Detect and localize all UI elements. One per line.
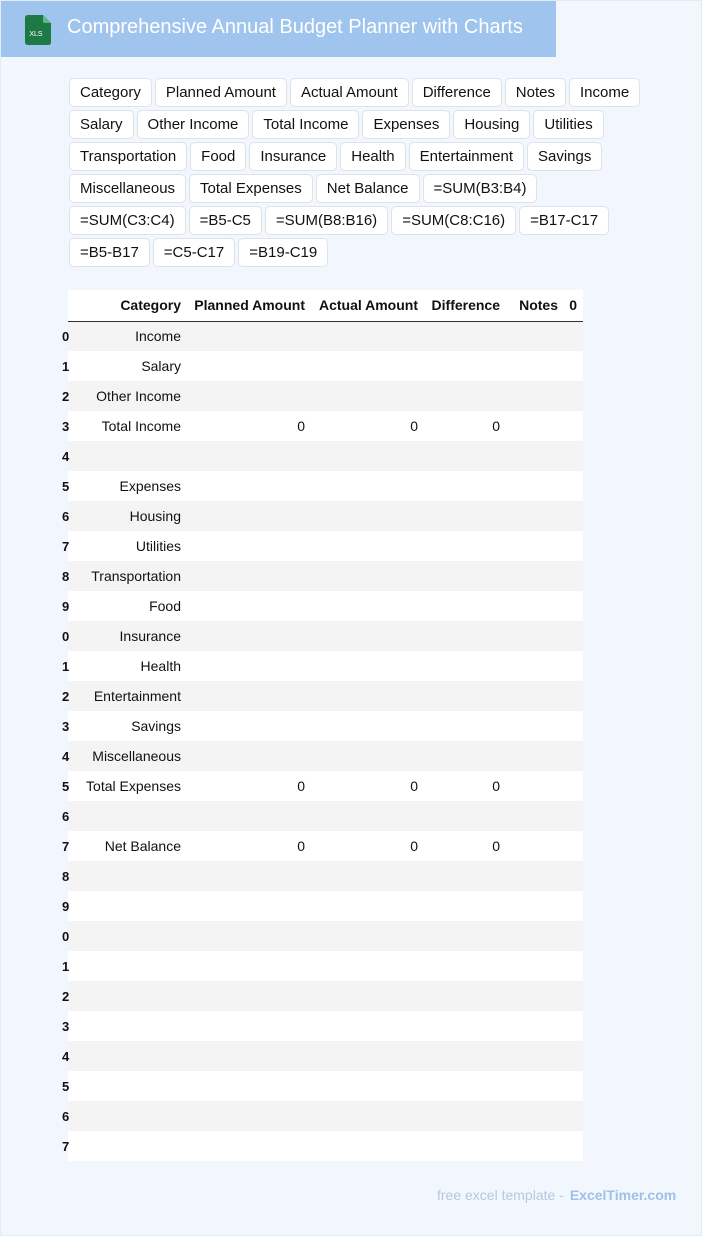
table-cell: [424, 621, 506, 651]
table-cell: [187, 711, 311, 741]
table-cell: [564, 501, 583, 531]
table-cell: [424, 951, 506, 981]
row-index: 2: [68, 981, 86, 1011]
table-cell: [187, 651, 311, 681]
row-index: 1: [68, 351, 86, 381]
table-cell: [564, 471, 583, 501]
chip-item[interactable]: Insurance: [249, 142, 337, 171]
chip-item[interactable]: Entertainment: [409, 142, 524, 171]
table-cell: [311, 591, 424, 621]
chip-item[interactable]: Notes: [505, 78, 566, 107]
chip-item[interactable]: Miscellaneous: [69, 174, 186, 203]
table-cell: [424, 921, 506, 951]
table-cell: [506, 621, 564, 651]
table-cell: [86, 951, 187, 981]
table-cell: [506, 801, 564, 831]
row-index: 3: [68, 711, 86, 741]
table-cell: [424, 321, 506, 351]
table-cell: [506, 651, 564, 681]
table-cell: [311, 951, 424, 981]
table-cell: [311, 471, 424, 501]
table-cell: [506, 591, 564, 621]
table-cell: [506, 951, 564, 981]
table-cell: [311, 621, 424, 651]
row-index: 5: [68, 771, 86, 801]
table-cell: [424, 441, 506, 471]
table-cell: [564, 891, 583, 921]
table-cell: [564, 861, 583, 891]
table-cell: [424, 741, 506, 771]
table-body: [62, 321, 583, 1161]
chip-item[interactable]: =B5-C5: [189, 206, 262, 235]
table-cell: [424, 981, 506, 1011]
table-cell: [506, 381, 564, 411]
table-cell: [564, 1071, 583, 1101]
table-cell: [564, 321, 583, 351]
table-cell: [311, 681, 424, 711]
table-cell: [506, 411, 564, 441]
table-row: [68, 1131, 583, 1161]
table-cell: [564, 1131, 583, 1161]
table-cell: [86, 801, 187, 831]
table-cell: [424, 561, 506, 591]
data-table-container: [62, 290, 583, 1161]
table-cell: [424, 1131, 506, 1161]
chip-item[interactable]: Health: [340, 142, 405, 171]
xls-icon-label: XLS: [29, 31, 43, 38]
chip-item[interactable]: =SUM(B8:B16): [265, 206, 388, 235]
table-cell: [86, 921, 187, 951]
table-cell: [187, 741, 311, 771]
column-header: Notes: [506, 290, 564, 321]
row-index: 6: [68, 501, 86, 531]
table-cell: Food: [86, 591, 187, 621]
header-bar: [1, 1, 556, 57]
table-cell: [506, 531, 564, 561]
chip-item[interactable]: =C5-C17: [153, 238, 235, 267]
table-cell: [311, 351, 424, 381]
table-cell: Miscellaneous: [86, 741, 187, 771]
table-cell: [86, 891, 187, 921]
table-row: [68, 951, 583, 981]
table-cell: [187, 561, 311, 591]
table-cell: 0: [311, 411, 424, 441]
table-cell: 0: [424, 411, 506, 441]
table-cell: Savings: [86, 711, 187, 741]
chip-item[interactable]: Other Income: [137, 110, 250, 139]
table-cell: [311, 1101, 424, 1131]
chip-item[interactable]: =SUM(C8:C16): [391, 206, 516, 235]
row-index: 7: [68, 531, 86, 561]
chip-item[interactable]: Total Income: [252, 110, 359, 139]
table-cell: 0: [187, 831, 311, 861]
table-cell: [564, 831, 583, 861]
chip-item[interactable]: =B17-C17: [519, 206, 609, 235]
row-index: 9: [68, 591, 86, 621]
table-row: [68, 921, 583, 951]
table-row: [68, 1101, 583, 1131]
column-header: [68, 290, 86, 321]
table-cell: Expenses: [86, 471, 187, 501]
table-cell: Other Income: [86, 381, 187, 411]
table-cell: [506, 741, 564, 771]
table-cell: 0: [311, 831, 424, 861]
table-cell: 0: [311, 771, 424, 801]
row-index: 6: [68, 801, 86, 831]
table-row: [68, 711, 583, 741]
table-cell: [564, 1041, 583, 1071]
column-chips: [69, 78, 649, 267]
table-row: [68, 411, 583, 441]
footer-brand-link[interactable]: ExcelTimer.com: [569, 1187, 677, 1203]
table-row: [68, 981, 583, 1011]
table-cell: [564, 681, 583, 711]
table-cell: [311, 891, 424, 921]
chip-item[interactable]: Salary: [69, 110, 134, 139]
column-header: Planned Amount: [187, 290, 311, 321]
table-cell: [311, 981, 424, 1011]
table-row: [68, 831, 583, 861]
table-row: [68, 471, 583, 501]
table-cell: [311, 711, 424, 741]
table-cell: Salary: [86, 351, 187, 381]
table-cell: [564, 1101, 583, 1131]
table-cell: [187, 1101, 311, 1131]
table-cell: Transportation: [86, 561, 187, 591]
table-cell: [424, 801, 506, 831]
table-cell: [187, 801, 311, 831]
table-cell: [424, 711, 506, 741]
page-title: Comprehensive Annual Budget Planner with Charts: [67, 16, 523, 38]
table-cell: [187, 531, 311, 561]
footer: [437, 1187, 676, 1203]
table-cell: [564, 651, 583, 681]
chip-item[interactable]: =SUM(C3:C4): [69, 206, 186, 235]
row-index: 5: [68, 1071, 86, 1101]
table-cell: [564, 531, 583, 561]
table-row: [68, 381, 583, 411]
table-cell: Total Expenses: [86, 771, 187, 801]
table-cell: 0: [187, 411, 311, 441]
column-header: 0: [564, 290, 583, 321]
table-cell: [311, 1071, 424, 1101]
table-cell: [506, 681, 564, 711]
table-cell: [506, 891, 564, 921]
table-cell: [86, 1041, 187, 1071]
table-cell: [311, 441, 424, 471]
table-cell: [86, 861, 187, 891]
table-row: [68, 681, 583, 711]
table-cell: [424, 591, 506, 621]
table-cell: [506, 861, 564, 891]
footer-text: free excel template -: [437, 1187, 564, 1203]
row-index: 9: [68, 891, 86, 921]
table-cell: [506, 441, 564, 471]
row-index: 1: [68, 951, 86, 981]
table-cell: Housing: [86, 501, 187, 531]
table-row: [68, 561, 583, 591]
table-cell: [564, 621, 583, 651]
row-index: 6: [68, 1101, 86, 1131]
table-cell: [564, 741, 583, 771]
table-cell: [564, 441, 583, 471]
budget-table: [62, 290, 583, 1161]
row-index: 8: [68, 861, 86, 891]
row-index: 3: [68, 1011, 86, 1041]
table-cell: [86, 1011, 187, 1041]
table-cell: [506, 1011, 564, 1041]
row-index: 0: [68, 921, 86, 951]
table-cell: [187, 321, 311, 351]
column-header: Category: [86, 290, 187, 321]
table-cell: [564, 951, 583, 981]
table-cell: [311, 1041, 424, 1071]
table-cell: 0: [424, 771, 506, 801]
table-row: [68, 1011, 583, 1041]
table-cell: [187, 891, 311, 921]
table-cell: [187, 921, 311, 951]
table-row: [68, 651, 583, 681]
chip-item[interactable]: Actual Amount: [290, 78, 409, 107]
chip-item[interactable]: Difference: [412, 78, 502, 107]
table-cell: Income: [86, 321, 187, 351]
table-cell: [506, 501, 564, 531]
table-cell: 0: [187, 771, 311, 801]
table-cell: [564, 801, 583, 831]
row-index: 7: [68, 1131, 86, 1161]
row-index: 2: [68, 381, 86, 411]
chip-item[interactable]: Transportation: [69, 142, 187, 171]
table-cell: [506, 1071, 564, 1101]
table-cell: [86, 1071, 187, 1101]
table-cell: [424, 1041, 506, 1071]
chip-item[interactable]: Housing: [453, 110, 530, 139]
table-cell: Insurance: [86, 621, 187, 651]
table-cell: [506, 321, 564, 351]
table-cell: [424, 1011, 506, 1041]
chip-item[interactable]: =SUM(B3:B4): [423, 174, 538, 203]
table-cell: [187, 1041, 311, 1071]
table-cell: [187, 381, 311, 411]
table-cell: Total Income: [86, 411, 187, 441]
table-cell: Utilities: [86, 531, 187, 561]
table-cell: [506, 921, 564, 951]
xls-file-icon: [25, 15, 51, 45]
table-row: [68, 891, 583, 921]
table-cell: [86, 1131, 187, 1161]
table-cell: [564, 711, 583, 741]
table-cell: [424, 891, 506, 921]
table-cell: [187, 861, 311, 891]
table-header-row: [68, 290, 583, 321]
table-cell: [506, 831, 564, 861]
table-cell: [187, 621, 311, 651]
table-cell: [187, 471, 311, 501]
table-cell: [187, 681, 311, 711]
table-cell: [424, 681, 506, 711]
table-row: [68, 351, 583, 381]
table-cell: [506, 981, 564, 1011]
table-cell: [187, 501, 311, 531]
table-row: [68, 501, 583, 531]
chip-item[interactable]: Savings: [527, 142, 602, 171]
table-cell: [311, 1131, 424, 1161]
table-cell: [86, 1101, 187, 1131]
table-cell: [424, 651, 506, 681]
table-cell: [424, 381, 506, 411]
column-header: Difference: [424, 290, 506, 321]
row-index: 0: [68, 621, 86, 651]
table-cell: [506, 711, 564, 741]
chip-item[interactable]: Expenses: [362, 110, 450, 139]
table-cell: [187, 951, 311, 981]
table-row: [68, 321, 583, 351]
chip-item[interactable]: =B5-B17: [69, 238, 150, 267]
table-cell: [506, 561, 564, 591]
table-row: [68, 591, 583, 621]
table-cell: [86, 441, 187, 471]
table-cell: [564, 981, 583, 1011]
table-cell: [311, 531, 424, 561]
table-cell: [424, 1071, 506, 1101]
table-cell: [311, 801, 424, 831]
table-row: [68, 441, 583, 471]
table-cell: [311, 501, 424, 531]
table-cell: [187, 351, 311, 381]
table-cell: [424, 861, 506, 891]
table-cell: Health: [86, 651, 187, 681]
row-index: 4: [68, 441, 86, 471]
table-row: [68, 1041, 583, 1071]
table-row: [68, 741, 583, 771]
table-cell: [86, 981, 187, 1011]
table-row: [68, 531, 583, 561]
table-cell: [311, 921, 424, 951]
table-cell: [187, 441, 311, 471]
table-cell: [564, 561, 583, 591]
row-index: 1: [68, 651, 86, 681]
table-cell: [506, 1101, 564, 1131]
row-index: 5: [68, 471, 86, 501]
table-cell: [564, 1011, 583, 1041]
table-cell: [506, 771, 564, 801]
row-index: 4: [68, 741, 86, 771]
table-cell: [311, 321, 424, 351]
table-cell: [187, 981, 311, 1011]
table-cell: [506, 1131, 564, 1161]
chip-item[interactable]: Category: [69, 78, 152, 107]
table-cell: [311, 1011, 424, 1041]
table-cell: [564, 381, 583, 411]
row-index: 3: [68, 411, 86, 441]
chip-item[interactable]: =B19-C19: [238, 238, 328, 267]
table-cell: [311, 741, 424, 771]
table-cell: [564, 921, 583, 951]
table-cell: [424, 351, 506, 381]
table-cell: [311, 651, 424, 681]
table-cell: [311, 381, 424, 411]
table-cell: [564, 591, 583, 621]
table-cell: [187, 1131, 311, 1161]
table-cell: Net Balance: [86, 831, 187, 861]
table-cell: [506, 1041, 564, 1071]
table-row: [68, 621, 583, 651]
table-cell: [311, 861, 424, 891]
chip-item[interactable]: Income: [569, 78, 640, 107]
table-cell: [506, 351, 564, 381]
table-cell: [187, 1071, 311, 1101]
table-cell: [187, 591, 311, 621]
table-cell: [424, 501, 506, 531]
row-index: 8: [68, 561, 86, 591]
table-cell: Entertainment: [86, 681, 187, 711]
row-index: 0: [68, 321, 86, 351]
column-header: Actual Amount: [311, 290, 424, 321]
table-row: [68, 771, 583, 801]
table-cell: 0: [424, 831, 506, 861]
chip-item[interactable]: Food: [190, 142, 246, 171]
chip-item[interactable]: Utilities: [533, 110, 603, 139]
table-row: [68, 801, 583, 831]
table-cell: [424, 1101, 506, 1131]
table-cell: [564, 411, 583, 441]
table-cell: [506, 471, 564, 501]
table-cell: [424, 531, 506, 561]
table-row: [68, 1071, 583, 1101]
table-cell: [311, 561, 424, 591]
chip-item[interactable]: Total Expenses: [189, 174, 313, 203]
table-cell: [424, 471, 506, 501]
table-row: [68, 861, 583, 891]
row-index: 4: [68, 1041, 86, 1071]
row-index: 7: [68, 831, 86, 861]
chip-item[interactable]: Planned Amount: [155, 78, 287, 107]
row-index: 2: [68, 681, 86, 711]
table-cell: [564, 771, 583, 801]
chip-item[interactable]: Net Balance: [316, 174, 420, 203]
table-cell: [187, 1011, 311, 1041]
table-cell: [564, 351, 583, 381]
